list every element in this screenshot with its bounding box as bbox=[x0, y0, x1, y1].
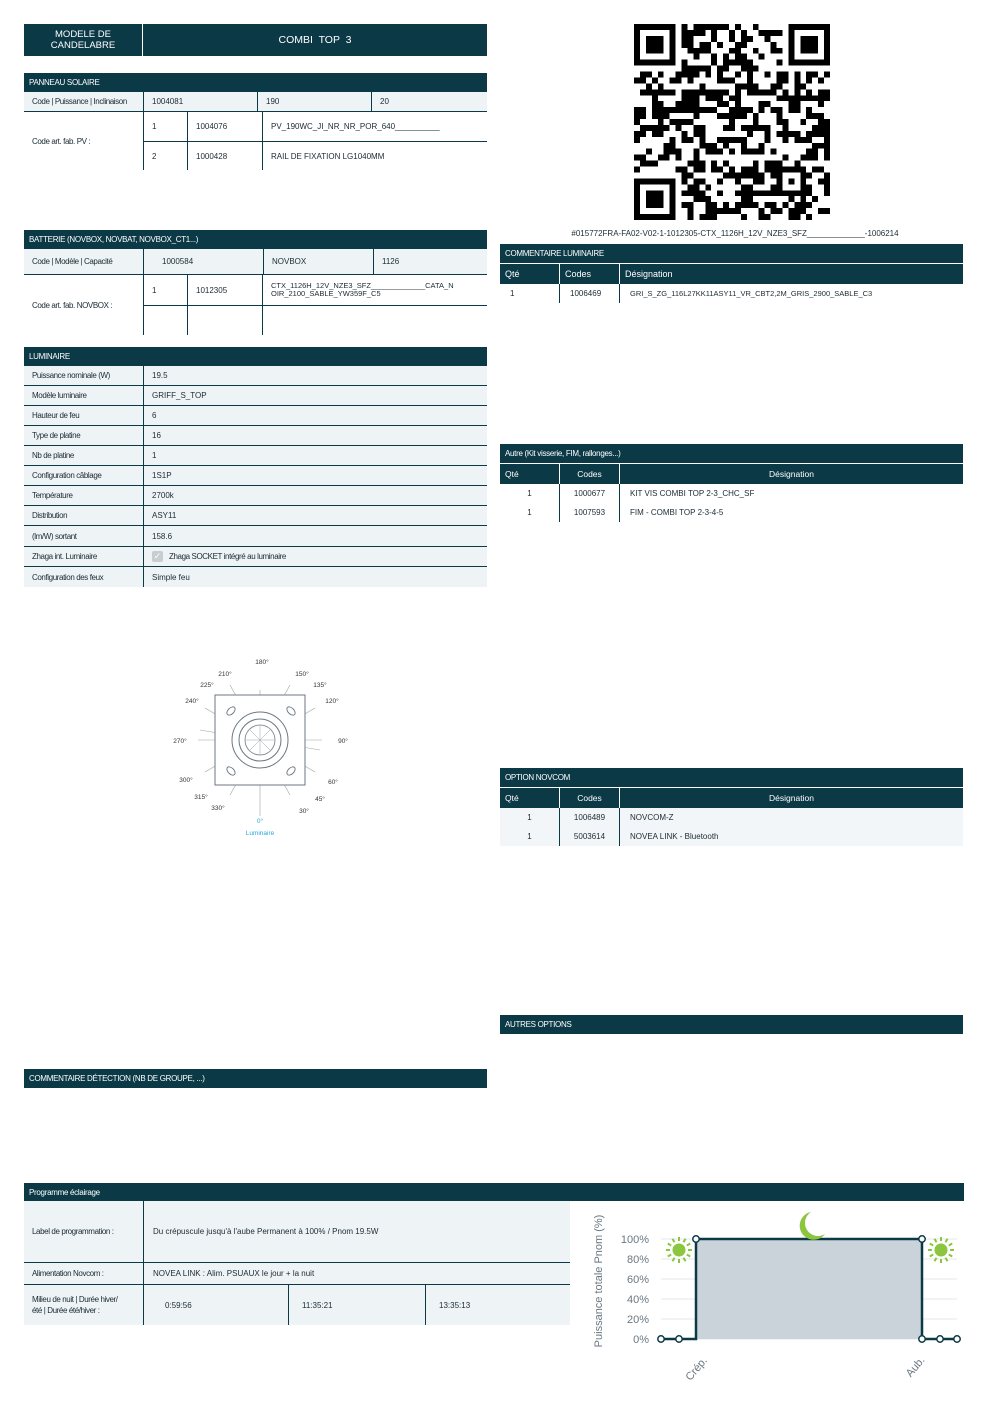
luminaire-row: Configuration câblage 1S1P bbox=[24, 466, 487, 486]
autres-options-title: AUTRES OPTIONS bbox=[500, 1015, 963, 1034]
chart-point bbox=[676, 1336, 682, 1342]
novcom-title: OPTION NOVCOM bbox=[500, 768, 963, 787]
angle-label: 135° bbox=[313, 682, 327, 689]
autre-title: Autre (Kit visserie, FIM, rallonges...) bbox=[500, 444, 963, 463]
battery-fab-row: 1 1012305 CTX_1126H_12V_NZE3_SFZ_____________CATA_N OIR_2100_SABLE_YW359F_C5 bbox=[144, 275, 487, 306]
chart-point bbox=[658, 1336, 664, 1342]
model-value: COMBI TOP 3 bbox=[278, 34, 352, 46]
diagram-caption: Luminaire bbox=[245, 830, 275, 837]
moon-icon bbox=[800, 1212, 825, 1240]
battery-code-label: Code | Modèle | Capacité bbox=[24, 249, 144, 274]
zhaga-label: Zhaga SOCKET intégré au luminaire bbox=[169, 552, 286, 561]
luminaire-row: Zhaga int. Luminaire ✓ Zhaga SOCKET intégré au luminaire bbox=[24, 547, 487, 567]
angle-label: 45° bbox=[315, 796, 325, 803]
lighting-chart bbox=[585, 1203, 975, 1388]
angle-label: 150° bbox=[295, 671, 309, 678]
battery-section-title: BATTERIE (NOVBOX, NOVBAT, NOVBOX_CT1...) bbox=[24, 230, 487, 249]
battery-model: NOVBOX bbox=[264, 249, 374, 274]
solar-fab-row: 2 1000428 RAIL DE FIXATION LG1040MM bbox=[144, 142, 487, 170]
chart-point bbox=[919, 1236, 925, 1242]
luminaire-row: Modèle luminaire GRIFF_S_TOP bbox=[24, 386, 487, 406]
luminaire-table bbox=[24, 366, 487, 587]
solar-fab-row: 1 1004076 PV_190WC_JI_NR_NR_POR_640__________ bbox=[144, 112, 487, 142]
battery-code: 1000584 bbox=[144, 249, 264, 274]
model-label: MODELE DE CANDELABRE bbox=[24, 24, 143, 56]
battery-fab-empty-row bbox=[144, 306, 487, 335]
solar-code: 1004081 bbox=[144, 92, 258, 111]
solar-fab-label: Code art. fab. PV : bbox=[24, 112, 144, 170]
solar-tilt: 20 bbox=[380, 97, 389, 106]
chart-ytick: 0% bbox=[633, 1334, 649, 1346]
chart-point bbox=[693, 1236, 699, 1242]
angle-label: 90° bbox=[338, 738, 348, 745]
solar-power: 190 bbox=[258, 92, 372, 111]
novcom-header: Qté Codes Désignation bbox=[500, 788, 963, 808]
chart-ytick: 40% bbox=[626, 1294, 649, 1306]
battery-fab-block bbox=[24, 275, 487, 335]
luminaire-row: Hauteur de feu 6 bbox=[24, 406, 487, 426]
chart-point bbox=[937, 1336, 943, 1342]
novcom-table bbox=[500, 808, 963, 846]
battery-capacity: 1126 bbox=[382, 257, 400, 266]
luminaire-row: (lm/W) sortant 158.6 bbox=[24, 526, 487, 547]
autre-table bbox=[500, 484, 963, 522]
angle-label: 240° bbox=[185, 698, 199, 705]
solar-fab-block bbox=[24, 112, 487, 170]
qr-caption: #015772FRA-FA02-V02-1-1012305-CTX_1126H_12V_NZE3_SFZ_____________-1006214 bbox=[571, 229, 899, 238]
luminaire-row: Température 2700k bbox=[24, 486, 487, 506]
autre-header: Qté Codes Désignation bbox=[500, 464, 963, 484]
angle-label: 225° bbox=[200, 682, 214, 689]
chart-ytick: 60% bbox=[626, 1274, 649, 1286]
angle-label-zero: 0° bbox=[256, 818, 264, 825]
model-header bbox=[24, 24, 487, 56]
chart-point bbox=[919, 1336, 925, 1342]
chart-ytick: 20% bbox=[626, 1314, 649, 1326]
programme-row: Milieu de nuit | Durée hiver/ été | Durée été/hiver : 0:59:56 11:35:21 13:35:13 bbox=[24, 1285, 570, 1325]
chart-ylabel: Puissance totale Pnom (%) bbox=[593, 1214, 605, 1348]
luminaire-row: Configuration des feux Simple feu bbox=[24, 567, 487, 587]
luminaire-row: Puissance nominale (W) 19.5 bbox=[24, 366, 487, 386]
angle-label: 315° bbox=[194, 794, 208, 801]
angle-label: 330° bbox=[211, 805, 225, 812]
angle-label: 270° bbox=[173, 738, 187, 745]
comment-lum-header: Qté Codes Désignation bbox=[500, 264, 963, 284]
battery-fab-label: Code art. fab. NOVBOX : bbox=[24, 275, 144, 335]
chart-xtick: Aub. bbox=[903, 1354, 928, 1380]
qr-code bbox=[634, 24, 830, 220]
angle-label: 60° bbox=[328, 779, 338, 786]
angle-label: 120° bbox=[325, 698, 339, 705]
comment-lum-title: COMMENTAIRE LUMINAIRE bbox=[500, 244, 963, 263]
programme-table bbox=[24, 1201, 570, 1325]
battery-code-row bbox=[24, 249, 487, 275]
zhaga-checkbox[interactable]: ✓ bbox=[153, 551, 162, 561]
luminaire-row: Distribution ASY11 bbox=[24, 506, 487, 526]
orientation-diagram bbox=[160, 650, 360, 850]
novcom-row: 1 1006489 NOVCOM-Z bbox=[500, 808, 963, 827]
programme-title: Programme éclairage bbox=[24, 1183, 964, 1201]
luminaire-section-title: LUMINAIRE bbox=[24, 347, 487, 366]
angle-label: 210° bbox=[218, 671, 232, 678]
autre-row: 1 1000677 KIT VIS COMBI TOP 2-3_CHC_SF bbox=[500, 484, 963, 503]
chart-area bbox=[696, 1239, 922, 1339]
luminaire-row: Type de platine 16 bbox=[24, 426, 487, 446]
autre-row: 1 1007593 FIM - COMBI TOP 2-3-4-5 bbox=[500, 503, 963, 522]
angle-label: 300° bbox=[179, 777, 193, 784]
programme-row: Alimentation Novcom : NOVEA LINK : Alim. PSUAUX le jour + la nuit bbox=[24, 1263, 570, 1285]
chart-ytick: 80% bbox=[626, 1254, 649, 1266]
solar-code-label: Code | Puissance | Inclinaison bbox=[24, 92, 144, 111]
solar-code-row bbox=[24, 92, 487, 112]
programme-row: Label de programmation : Du crépuscule jusqu'à l'aube Permanent à 100% / Pnom 19.5W bbox=[24, 1201, 570, 1263]
solar-section-title: PANNEAU SOLAIRE bbox=[24, 73, 487, 92]
chart-xtick: Crép. bbox=[683, 1354, 710, 1384]
novcom-row: 1 5003614 NOVEA LINK - Bluetooth bbox=[500, 827, 963, 846]
chart-ytick: 100% bbox=[620, 1234, 649, 1246]
detection-section-title: COMMENTAIRE DÉTECTION (NB DE GROUPE, ...) bbox=[24, 1069, 487, 1088]
angle-label: 180° bbox=[255, 659, 269, 666]
angle-label: 30° bbox=[299, 808, 309, 815]
chart-point bbox=[954, 1336, 960, 1342]
luminaire-row: Nb de platine 1 bbox=[24, 446, 487, 466]
comment-lum-row: 1 1006469 GRI_S_ZG_116L27KK11ASY11_VR_CBT2,2M_GRIS_2900_SABLE_C3 bbox=[500, 284, 963, 303]
